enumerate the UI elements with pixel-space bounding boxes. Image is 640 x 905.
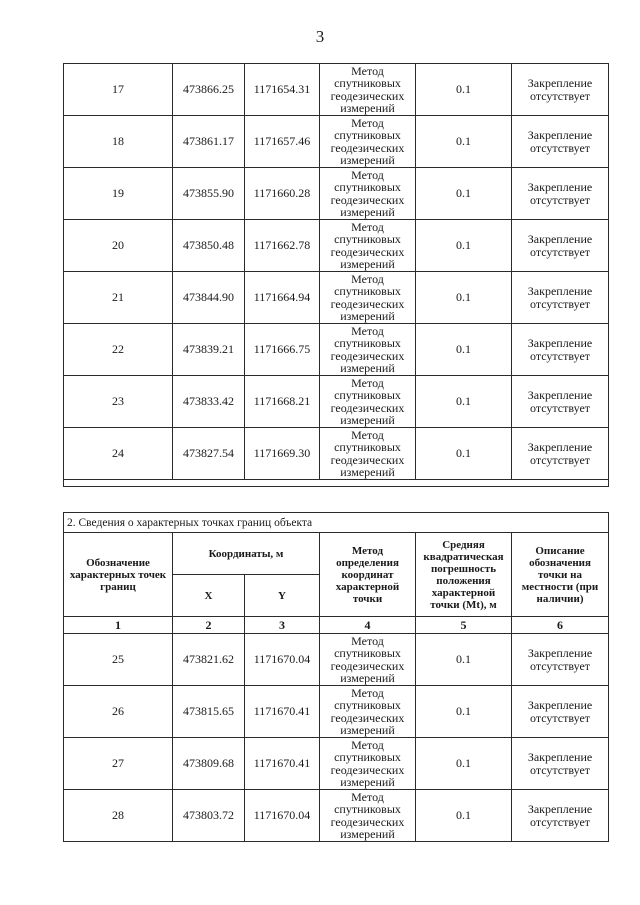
coord-x: 473839.21 (173, 324, 245, 376)
fixation-cell: Закрепление отсутствует (512, 64, 609, 116)
method-cell: Метод спутниковых геодезических измерений (320, 116, 416, 168)
error-value: 0.1 (416, 64, 512, 116)
table-row (64, 64, 609, 116)
column-number: 4 (320, 617, 416, 634)
fixation-cell: Закрепление отсутствует (512, 790, 609, 842)
header-x: X (173, 575, 245, 617)
fixation-cell: Закрепление отсутствует (512, 272, 609, 324)
coord-x: 473821.62 (173, 634, 245, 686)
point-number: 24 (64, 428, 173, 480)
fixation-cell: Закрепление отсутствует (512, 220, 609, 272)
page-number: 3 (315, 27, 325, 46)
method-cell: Метод спутниковых геодезических измерений (320, 272, 416, 324)
method-cell: Метод спутниковых геодезических измерений (320, 376, 416, 428)
coord-y: 1171670.41 (245, 686, 320, 738)
coord-y: 1171670.04 (245, 790, 320, 842)
column-number: 6 (512, 617, 609, 634)
coord-y: 1171654.31 (245, 64, 320, 116)
coord-y: 1171666.75 (245, 324, 320, 376)
point-number: 20 (64, 220, 173, 272)
fixation-cell: Закрепление отсутствует (512, 686, 609, 738)
method-cell: Метод спутниковых геодезических измерений (320, 428, 416, 480)
fixation-cell: Закрепление отсутствует (512, 324, 609, 376)
point-number: 23 (64, 376, 173, 428)
error-value: 0.1 (416, 738, 512, 790)
header-method: Метод определения координат характерной точки (320, 533, 416, 617)
error-value: 0.1 (416, 168, 512, 220)
error-value: 0.1 (416, 272, 512, 324)
table-row (64, 220, 609, 272)
column-number-row (64, 617, 609, 634)
header-designation: Обозначение характерных точек границ (64, 533, 173, 617)
coord-x: 473861.17 (173, 116, 245, 168)
column-number: 3 (245, 617, 320, 634)
coord-y: 1171670.41 (245, 738, 320, 790)
error-value: 0.1 (416, 428, 512, 480)
method-cell: Метод спутниковых геодезических измерений (320, 324, 416, 376)
table1-body (64, 64, 609, 487)
fixation-cell: Закрепление отсутствует (512, 168, 609, 220)
coord-y: 1171657.46 (245, 116, 320, 168)
point-number: 27 (64, 738, 173, 790)
coord-x: 473850.48 (173, 220, 245, 272)
table2-body (64, 634, 609, 842)
fixation-cell: Закрепление отсутствует (512, 116, 609, 168)
table-row (64, 116, 609, 168)
table-row (64, 272, 609, 324)
coord-x: 473866.25 (173, 64, 245, 116)
header-coordinates: Координаты, м (173, 533, 320, 575)
header-error: Средняя квадратическая погрешность положения характерной точки (Mt), м (416, 533, 512, 617)
method-cell: Метод спутниковых геодезических измерений (320, 686, 416, 738)
point-number: 25 (64, 634, 173, 686)
point-number: 18 (64, 116, 173, 168)
method-cell: Метод спутниковых геодезических измерений (320, 790, 416, 842)
point-number: 21 (64, 272, 173, 324)
coord-x: 473827.54 (173, 428, 245, 480)
header-description: Описание обозначения точки на местности (при наличии) (512, 533, 609, 617)
error-value: 0.1 (416, 324, 512, 376)
header-y: Y (245, 575, 320, 617)
coord-y: 1171662.78 (245, 220, 320, 272)
coord-x: 473844.90 (173, 272, 245, 324)
fixation-cell: Закрепление отсутствует (512, 738, 609, 790)
method-cell: Метод спутниковых геодезических измерений (320, 220, 416, 272)
method-cell: Метод спутниковых геодезических измерений (320, 168, 416, 220)
coord-x: 473809.68 (173, 738, 245, 790)
method-cell: Метод спутниковых геодезических измерений (320, 64, 416, 116)
column-number: 2 (173, 617, 245, 634)
error-value: 0.1 (416, 220, 512, 272)
spacer-row (64, 480, 609, 487)
table-row (64, 634, 609, 686)
point-number: 19 (64, 168, 173, 220)
table-row (64, 790, 609, 842)
error-value: 0.1 (416, 686, 512, 738)
boundary-points-table (63, 512, 609, 842)
point-number: 28 (64, 790, 173, 842)
error-value: 0.1 (416, 376, 512, 428)
coord-y: 1171669.30 (245, 428, 320, 480)
error-value: 0.1 (416, 634, 512, 686)
fixation-cell: Закрепление отсутствует (512, 428, 609, 480)
coord-y: 1171664.94 (245, 272, 320, 324)
coordinates-table-continued (63, 63, 609, 487)
section-title: 2. Сведения о характерных точках границ объекта (64, 513, 609, 533)
column-number: 1 (64, 617, 173, 634)
error-value: 0.1 (416, 790, 512, 842)
coord-y: 1171670.04 (245, 634, 320, 686)
coord-y: 1171668.21 (245, 376, 320, 428)
point-number: 22 (64, 324, 173, 376)
coord-x: 473833.42 (173, 376, 245, 428)
method-cell: Метод спутниковых геодезических измерений (320, 634, 416, 686)
table-row (64, 738, 609, 790)
table-row (64, 168, 609, 220)
point-number: 26 (64, 686, 173, 738)
coord-x: 473803.72 (173, 790, 245, 842)
coord-x: 473855.90 (173, 168, 245, 220)
fixation-cell: Закрепление отсутствует (512, 634, 609, 686)
table-row (64, 428, 609, 480)
coord-y: 1171660.28 (245, 168, 320, 220)
error-value: 0.1 (416, 116, 512, 168)
column-number: 5 (416, 617, 512, 634)
table-row (64, 324, 609, 376)
table-row (64, 686, 609, 738)
table-row (64, 376, 609, 428)
point-number: 17 (64, 64, 173, 116)
coord-x: 473815.65 (173, 686, 245, 738)
fixation-cell: Закрепление отсутствует (512, 376, 609, 428)
method-cell: Метод спутниковых геодезических измерений (320, 738, 416, 790)
